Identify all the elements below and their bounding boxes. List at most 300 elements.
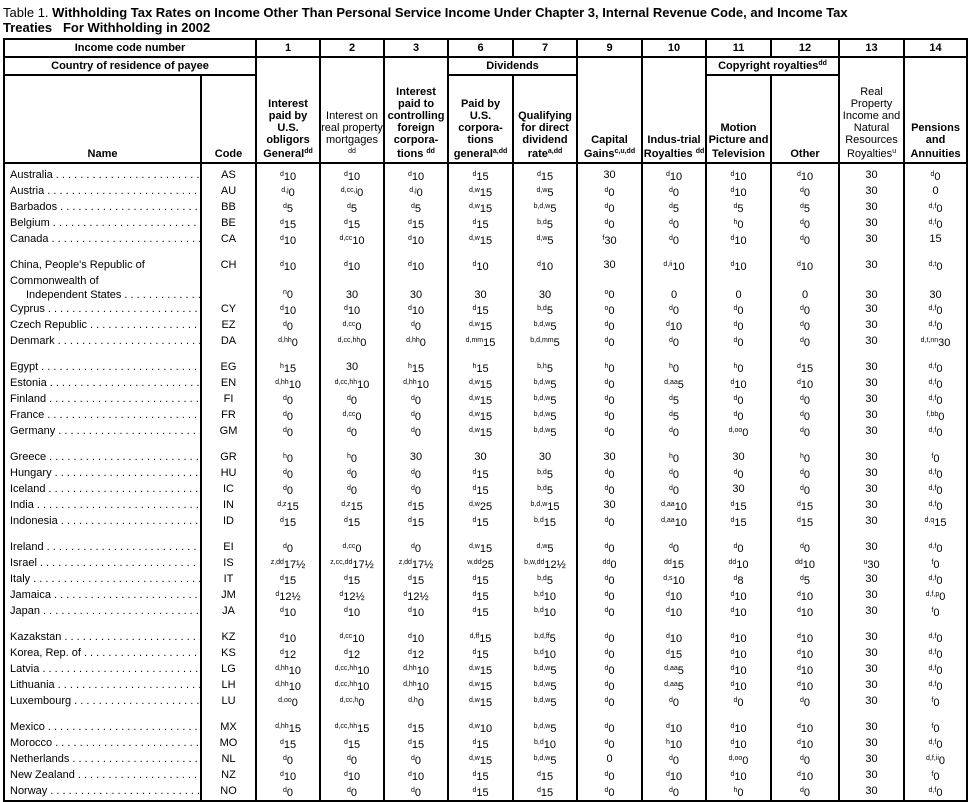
rate-value: 0 (608, 591, 615, 603)
footnote-ref: d (279, 739, 284, 746)
rate-value: 0 (608, 289, 615, 301)
rate-value: 0 (670, 289, 678, 301)
footnote-ref: d (730, 723, 735, 730)
income-code-row (4, 39, 967, 57)
dot-leader (45, 720, 200, 734)
footnote-ref: d,j (409, 187, 417, 194)
footnote-ref: d (733, 543, 738, 550)
dot-leader (45, 302, 200, 316)
rate-cell (642, 736, 706, 752)
income-code-2: 2 (320, 39, 384, 57)
rate-value: 0 (416, 187, 423, 199)
footnote-ref: d (407, 517, 412, 524)
rate-value: 10 (283, 261, 297, 273)
rate-cell (320, 646, 384, 662)
rate-value: 15 (479, 379, 493, 391)
rate-cell (448, 482, 513, 498)
rate-value: 5 (547, 235, 554, 247)
rate-value: 30 (865, 647, 878, 659)
rate-cell (706, 514, 771, 530)
country-name: Cyprus . . (4, 302, 201, 318)
col-header-copyright-other: Other (771, 75, 839, 163)
footnote-ref: z,dd (398, 559, 412, 566)
rate-cell (577, 678, 642, 694)
dot-leader (46, 392, 200, 406)
rate-cell (256, 662, 320, 678)
dot-leader (58, 514, 200, 528)
rate-value: 15 (411, 739, 425, 751)
rate-value: 10 (669, 723, 683, 735)
footnote-ref: d,cc (342, 321, 356, 328)
rate-cell (513, 232, 577, 248)
rate-value: 0 (672, 427, 680, 439)
footnote-ref: d (796, 607, 801, 614)
rate-value: 0 (936, 469, 943, 481)
rate-cell (904, 334, 967, 350)
dot-leader (55, 334, 200, 348)
rate-cell (384, 450, 448, 466)
rate-cell (448, 514, 513, 530)
dot-leader (49, 232, 200, 246)
rate-cell (904, 184, 967, 200)
rate-cell (320, 604, 384, 620)
table-row (4, 604, 967, 620)
rate-cell (448, 258, 513, 274)
rate-value: 10 (411, 607, 425, 619)
rate-cell (577, 450, 642, 466)
rate-value: 10 (543, 649, 556, 661)
footnote-ref: d (604, 633, 609, 640)
footnote-ref: d (800, 395, 804, 402)
footnote-ref: d (604, 427, 609, 434)
rate-value: 10 (411, 261, 425, 273)
rate-value: 30 (865, 289, 878, 301)
footnote-ref: h (733, 787, 738, 794)
dot-leader (52, 466, 200, 480)
rate-cell (384, 482, 448, 498)
rate-cell (706, 360, 771, 376)
rate-cell (642, 258, 706, 274)
country-code: ID (201, 514, 256, 530)
col-header-dividends-general: Paid by U.S. corpora-tions general$^{a,dd}$ (448, 75, 513, 163)
rate-value: 10 (800, 171, 814, 183)
dot-leader (37, 556, 200, 570)
footnote-ref: d (283, 543, 287, 550)
footnote-ref: d (536, 771, 541, 778)
footnote-ref: d (347, 755, 351, 762)
rate-cell (706, 163, 771, 184)
rate-cell (320, 720, 384, 736)
rate-cell (384, 694, 448, 710)
rate-cell (577, 360, 642, 376)
footnote-ref: d (800, 411, 804, 418)
rate-cell (642, 184, 706, 200)
rate-value: 30 (865, 515, 878, 527)
footnote-ref: d,f (928, 501, 937, 508)
rate-value: 10 (734, 771, 747, 783)
rate-cell (771, 318, 839, 334)
footnote-ref: d (604, 219, 609, 226)
country-name: China, People's Republic of (10, 259, 145, 271)
rate-value: 10 (734, 633, 747, 645)
rate-cell (771, 232, 839, 248)
footnote-ref: h (279, 363, 284, 370)
rate-value: 0 (803, 697, 811, 709)
footnote-ref: d (604, 723, 609, 730)
rate-cell (384, 572, 448, 588)
rate-cell (904, 604, 967, 620)
rate-value: 5 (550, 379, 557, 391)
footnote-ref: d (283, 321, 287, 328)
rate-cell (771, 646, 839, 662)
table-row (4, 450, 967, 466)
footnote-ref: d (796, 771, 801, 778)
rate-value: 10 (543, 739, 556, 751)
footnote-ref: b,d,w (533, 411, 551, 418)
rate-cell (642, 784, 706, 801)
rate-value: 15 (734, 501, 747, 513)
table-row (4, 184, 967, 200)
footnote-ref: o (604, 305, 609, 312)
rate-cell (256, 163, 320, 184)
rate-value: 30 (865, 169, 878, 181)
footnote-ref: f (602, 235, 605, 242)
rate-cell (706, 232, 771, 248)
footnote-ref: d (407, 261, 412, 268)
rate-value: 5 (550, 321, 557, 333)
rate-cell (513, 216, 577, 232)
country-name: Ireland . . (4, 540, 201, 556)
footnote-ref: o (604, 289, 609, 296)
table-row (4, 163, 967, 184)
rate-value: 25 (479, 501, 493, 513)
footnote-ref: d,f (928, 203, 937, 210)
rate-value: 0 (608, 337, 615, 349)
dot-leader (75, 768, 200, 782)
rate-cell (513, 392, 577, 408)
rate-cell (577, 630, 642, 646)
footnote-ref: d (733, 321, 738, 328)
rate-value: 10 (347, 771, 361, 783)
rate-value: 15 (476, 485, 489, 497)
dot-leader (51, 588, 200, 602)
col-header-capital-gains: Capital Gains$^{c,u,dd}$ (577, 57, 642, 163)
income-code-1: 1 (256, 39, 320, 57)
rate-cell (577, 408, 642, 424)
sub-header-row (4, 75, 967, 163)
code-header: Code (201, 75, 256, 163)
rate-cell (706, 318, 771, 334)
rate-value: 0 (672, 363, 680, 375)
dot-leader (44, 184, 200, 198)
footnote-ref: d (279, 575, 284, 582)
footnote-ref: d (730, 501, 735, 508)
rate-value: 0 (350, 427, 358, 439)
rate-cell (839, 736, 904, 752)
country-code: BE (201, 216, 256, 232)
dot-leader (45, 482, 200, 496)
rate-value: 0 (933, 453, 940, 465)
rate-cell (320, 514, 384, 530)
rate-value: 15 (669, 649, 683, 661)
rate-value: 0 (286, 395, 294, 407)
dot-leader (44, 408, 200, 422)
rate-value: 5 (414, 203, 422, 215)
footnote-ref: d (730, 235, 735, 242)
footnote-ref: d (604, 543, 609, 550)
rate-value: 10 (800, 665, 814, 677)
rate-cell (904, 540, 967, 556)
rate-cell (839, 630, 904, 646)
rate-cell (320, 200, 384, 216)
rate-value: 0 (936, 363, 943, 375)
footnote-ref: w,dd (467, 559, 482, 566)
rate-value: 17½ (283, 559, 306, 571)
footnote-ref: d (796, 633, 801, 640)
rate-value: 0 (672, 469, 680, 481)
footnote-ref: d (604, 607, 609, 614)
footnote-ref: d (604, 203, 609, 210)
rate-cell (577, 482, 642, 498)
rate-value: 0 (803, 305, 811, 317)
footnote-ref: d (343, 517, 348, 524)
rate-value: 0 (414, 427, 422, 439)
footnote-ref: b,d (537, 469, 547, 476)
rate-cell (642, 556, 706, 572)
rate-cell (256, 572, 320, 588)
rate-cell (256, 784, 320, 801)
rate-value: 0 (672, 219, 680, 231)
footnote-ref: d,oo (278, 697, 292, 704)
rate-cell (384, 360, 448, 376)
rate-cell (320, 678, 384, 694)
footnote-ref: d,cc (339, 633, 353, 640)
country-name: New Zealand . . (4, 768, 201, 784)
rate-value: 15 (476, 787, 489, 799)
rate-value: 15 (411, 501, 425, 513)
rate-value: 0 (417, 697, 424, 709)
rate-cell (771, 424, 839, 440)
footnote-ref: d (604, 591, 609, 598)
footnote-ref: d (733, 337, 738, 344)
rate-cell (448, 334, 513, 350)
rate-cell (256, 360, 320, 376)
footnote-ref: d (407, 171, 412, 178)
footnote-ref: d (604, 697, 609, 704)
footnote-ref: d (669, 543, 673, 550)
country-code: NO (201, 784, 256, 801)
rate-value: 30 (865, 483, 878, 495)
footnote-ref: d,hh (275, 723, 289, 730)
rate-value: 5 (550, 665, 557, 677)
rate-cell (513, 678, 577, 694)
footnote-ref: d (730, 739, 735, 746)
rate-cell (320, 302, 384, 318)
footnote-ref: d (343, 261, 348, 268)
rate-value: 15 (483, 337, 496, 349)
country-name: Korea, Rep. of . . (4, 646, 201, 662)
copyright-royalties-header: Copyright royalties$^{dd}$ (706, 57, 839, 75)
rate-cell (320, 630, 384, 646)
footnote-ref: d (604, 771, 609, 778)
footnote-ref: d,f (928, 665, 937, 672)
table-row (4, 720, 967, 736)
table-row (4, 302, 967, 318)
footnote-ref: b,d (537, 219, 547, 226)
income-code-header: Income code number (4, 39, 256, 57)
rate-value: 30 (865, 259, 878, 271)
rate-cell (256, 408, 320, 424)
footnote-ref: b,d (537, 305, 547, 312)
rate-value: 30 (867, 559, 880, 571)
rate-value: 0 (608, 379, 615, 391)
rate-cell (448, 752, 513, 768)
rate-value: 5 (550, 427, 557, 439)
rate-cell (577, 498, 642, 514)
rate-value: 15 (800, 517, 814, 529)
rate-cell (513, 768, 577, 784)
footnote-ref: d (411, 395, 415, 402)
rate-value: 15 (411, 723, 425, 735)
rate-value: 0 (737, 305, 744, 317)
rate-value: 0 (414, 755, 422, 767)
rate-value: 5 (553, 337, 560, 349)
country-code: JA (201, 604, 256, 620)
rate-value: 12½ (544, 559, 566, 571)
rate-value: 0 (735, 289, 742, 301)
footnote-ref: d (800, 575, 804, 582)
rate-cell (448, 572, 513, 588)
footnote-ref: f (931, 607, 934, 614)
rate-cell (771, 630, 839, 646)
rate-value: 12½ (407, 591, 429, 603)
rate-value: 10 (674, 501, 687, 513)
rate-value: 0 (936, 261, 943, 273)
footnote-ref: dd (728, 559, 737, 566)
rate-value: 0 (803, 187, 811, 199)
country-code: FI (201, 392, 256, 408)
rate-value: 5 (286, 203, 294, 215)
income-code-7: 7 (513, 39, 577, 57)
rate-cell (839, 572, 904, 588)
rate-value: 10 (800, 681, 814, 693)
footnote-ref: d (283, 395, 287, 402)
rate-value: 0 (608, 305, 615, 317)
rate-cell (642, 482, 706, 498)
rate-value: 10 (734, 665, 747, 677)
footnote-ref: d (800, 755, 804, 762)
table-row (4, 318, 967, 334)
rate-cell (706, 720, 771, 736)
rate-value: 30 (474, 451, 487, 463)
footnote-ref: d (411, 411, 415, 418)
rate-cell (771, 376, 839, 392)
footnote-ref: d,f (928, 649, 937, 656)
rate-cell (384, 646, 448, 662)
rate-cell (904, 662, 967, 678)
country-code: GM (201, 424, 256, 440)
footnote-ref: d (347, 427, 351, 434)
rate-cell (706, 646, 771, 662)
rate-value: 10 (669, 607, 683, 619)
footnote-ref: d,cc,hh (334, 665, 358, 672)
country-code: LH (201, 678, 256, 694)
country-name: Czech Republic . . (4, 318, 201, 334)
footnote-ref: d,q (924, 517, 935, 524)
rate-cell (320, 466, 384, 482)
rate-value: 0 (737, 321, 744, 333)
rate-cell (384, 163, 448, 184)
rate-cell (320, 450, 384, 466)
footnote-ref: d,hh (275, 665, 289, 672)
rate-value: 0 (608, 219, 615, 231)
footnote-ref: d (800, 337, 804, 344)
footnote-ref: d (800, 697, 804, 704)
rate-cell (448, 768, 513, 784)
footnote-ref: d (669, 305, 673, 312)
footnote-ref: d (472, 649, 477, 656)
country-code: EN (201, 376, 256, 392)
rate-cell (839, 408, 904, 424)
footnote-ref: u (863, 559, 868, 566)
rate-cell (904, 424, 967, 440)
rate-value: 30 (865, 361, 878, 373)
footnote-ref: d (339, 591, 344, 598)
table-row (4, 662, 967, 678)
rate-value: 10 (288, 379, 301, 391)
footnote-ref: d,f,p (925, 591, 940, 598)
rate-value: 0 (608, 681, 615, 693)
rate-cell (448, 318, 513, 334)
footnote-ref: d (665, 649, 670, 656)
footnote-ref: d (796, 649, 801, 656)
rate-value: 0 (286, 453, 294, 465)
footnote-ref: d (407, 771, 412, 778)
rate-cell (642, 540, 706, 556)
rate-value: 0 (286, 755, 294, 767)
rate-value: 10 (734, 261, 747, 273)
rate-value: 0 (414, 485, 422, 497)
dot-leader (39, 662, 200, 676)
table-row (4, 630, 967, 646)
rate-value: 10 (669, 171, 683, 183)
footnote-ref: d (472, 261, 477, 268)
rate-value: 10 (476, 261, 489, 273)
footnote-ref: d (411, 755, 415, 762)
rate-cell (384, 466, 448, 482)
rate-value: 0 (737, 363, 744, 375)
rate-value: 30 (865, 201, 878, 213)
rate-value: 5 (546, 469, 553, 481)
country-name: Morocco . . (4, 736, 201, 752)
rate-value: 10 (347, 607, 361, 619)
rate-value: 12½ (279, 591, 301, 603)
table-row (4, 514, 967, 530)
rate-cell (448, 588, 513, 604)
rate-cell (706, 678, 771, 694)
rate-cell (904, 514, 967, 530)
rate-cell (448, 662, 513, 678)
country-code: NZ (201, 768, 256, 784)
rate-cell (513, 588, 577, 604)
name-header: Name (4, 75, 201, 163)
footnote-ref: d,f (928, 485, 937, 492)
footnote-ref: d (604, 469, 609, 476)
rate-value: 0 (933, 607, 940, 619)
rate-value: 0 (350, 469, 358, 481)
rate-value: 15 (479, 187, 493, 199)
rate-value: 0 (286, 411, 294, 423)
